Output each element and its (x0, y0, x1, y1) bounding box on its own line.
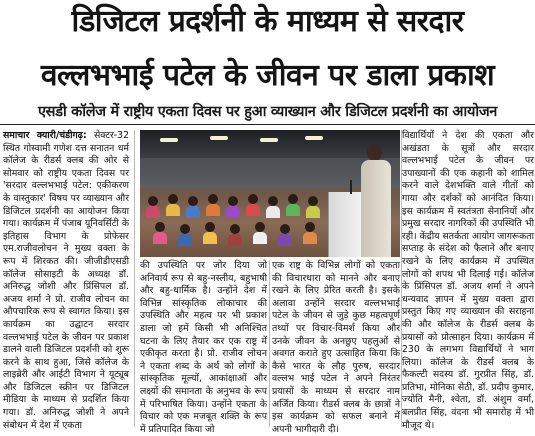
headline-line-1: डिजिटल प्रदर्शनी के माध्यम से सरदार (71, 4, 464, 39)
subheadline: एसडी कॉलेज में राष्ट्रीय एकता दिवस पर हुआ व्याख्यान और डिजिटल प्रदर्शनी का आयोजन (37, 104, 498, 120)
column-divider (269, 260, 270, 427)
article-column-1 (3, 130, 129, 431)
subheadline-rule (0, 124, 535, 125)
podium (328, 192, 363, 257)
article-column-3 (272, 260, 400, 435)
headline-line-2: वल्लभभाई पटेल के जीवन पर डाला प्रकाश (40, 58, 495, 93)
article-text-2: की उपस्थिति पर जोर दिया जो अनिवार्य रूप से बहु-नस्लीय, बहुभाषी और बहु-धार्मिक है। उन्होंने देश में विभिन्न सांस्कृतिक लोकाचार की उपस्थिति और महत्व पर भी प्रकाश डाला जो हमें किसी भी अनिश्चित घटना के लिए तैयार कर एक राष्ट्र में एकीकृत करता है। प्रो. राजीव लोचन ने एकता शब्द के अर्थ को लोगों के सांस्कृतिक मूल्यों, आकांक्षाओं और लक्ष्यों की समानता के अनुभव के रूप में परिभाषित किया। उन्होंने एकता के विचार को एक मजबूत शक्ति के रूप में प्रतिपादित किया जो (140, 260, 267, 435)
column-divider (134, 130, 135, 427)
article-text-4: विद्यार्थियों ने देश की एकता और अखंडता के सूत्रों और सरदार वल्लभभाई पटेल के जीवन पर उपाख्यानों की एक कहानी को शामिल करने वाले देशभक्ति वाले गीतों को गाया और दर्शकों को आनंदित किया। इस कार्यक्रम में स्वतंत्रता सेनानियों और प्रमुख सरदार नागरिकों की उपस्थिति भी रही। केंद्रीय सतर्कता आयोग जागरूकता सप्ताह के संदेश को फैलाने और बनाए रखने के लिए कार्यक्रम में उपस्थित लोगों को शपथ भी दिलाई गई। कॉलेज के प्रिंसिपल डॉ. अजय शर्मा ने अपने धन्यवाद ज्ञापन में मुख्य वक्ता द्वारा प्रस्तुत किए गए व्याख्यान की सराहना की और कॉलेज के रीडर्स क्लब के प्रयासों को प्रोत्साहन दिया। कार्यक्रम में 230 के लगभग विद्यार्थियों ने भाग लिया। कॉलेज के रीडर्स क्लब के फैकल्टी सदस्य डॉ. गुरप्रीत सिंह, डॉ. प्रतिभा, मोनिका सेठी, डॉ. प्रदीप कुमार, ज्योति मैनी, श्वेता, डॉ. अंशुम वर्मा, बलप्रीत सिंह, वंदना भी समारोह में भी मौजूद थे। (402, 130, 534, 431)
article-column-4 (402, 130, 534, 431)
microphone (350, 180, 352, 194)
dateline: समाचार क्यारी/चंडीगढ़: (3, 130, 87, 141)
speaker (367, 144, 382, 161)
article-text-1: सेक्टर-32 स्थित गोस्वामी गणेश दत्त सनातन धर्म कॉलेज के रीडर्स क्लब की ओर से सोमवार को राष्ट्रीय एकता दिवस पर 'सरदार वल्लभभाई पटेल: एकीकरण के वास्तुकार' विषय पर व्याख्यान और डिजिटल प्रदर्शनी का आयोजन किया गया। कार्यक्रम में पंजाब यूनिवर्सिटी के इतिहास विभाग के प्रोफेसर एम.राजीवलोचन ने मुख्य वक्ता के रूप में शिरकत की। जीजीडीएसडी कॉलेज सोसाइटी के अध्यक्ष डॉ. अनिरुद्ध जोशी और प्रिंसिपल डॉ. अजय शर्मा ने प्रो. राजीव लोचन का औपचारिक रूप से स्वागत किया। इस कार्यक्रम का उद्घाटन सरदार वल्लभभाई पटेल के जीवन पर प्रकाश डालने वाली डिजिटल प्रदर्शनी को शुरू करने के साथ हुआ, जिसे कॉलेज के लाइब्रेरी और आईटी विभाग ने यूट्यूब और डिजिटल स्क्रीन पर डिजिटल मीडिया के माध्यम से प्रदर्शित किया गया। डॉ. अनिरुद्ध जोशी ने अपने संबोधन में देश में एकता (3, 130, 129, 431)
event-photo (140, 130, 400, 257)
article-text-3: एक राष्ट्र के विभिन्न लोगों को एकता की विचारधारा को मानने और बनाए रखने के लिए प्रेरित करती है। इसके अलावा उन्होंने सरदार वल्लभभाई पटेल के जीवन से जुड़े कुछ महत्वपूर्ण तथ्यों पर विचार-विमर्श किया और उनके जीवन के अनछुए पहलुओं से अवगत कराते हुए उत्साहित किया कि कैसे भारत के लौह पुरुष, सरदार वल्लभ भाई पटेल ने अपने निरंतर प्रयासों के माध्यम से सरदार नाम अर्जित किया। रीडर्स क्लब के छात्रों ने इस कार्यक्रम को सफल बनाने में अपनी भागीदारी दी। (272, 260, 400, 435)
article-column-2 (140, 260, 267, 435)
